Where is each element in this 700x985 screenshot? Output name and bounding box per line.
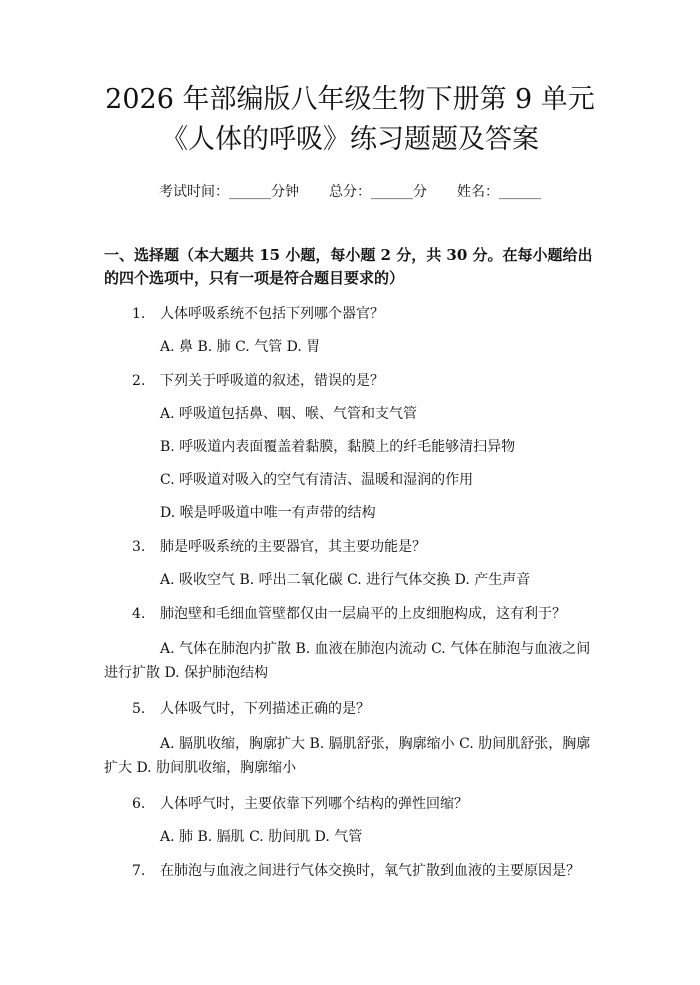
page-title: 2026 年部编版八年级生物下册第 9 单元《人体的呼吸》练习题题及答案: [105, 84, 595, 155]
question-number: 7.: [132, 863, 146, 879]
question-number: 5.: [132, 701, 146, 717]
question-2: [104, 371, 596, 391]
question-4: [104, 604, 596, 624]
exam-time: 考试时间：______分钟: [159, 184, 299, 200]
question-number: 2.: [132, 373, 146, 389]
question-5: [104, 699, 596, 719]
question-number: 3.: [132, 539, 146, 555]
question-text: 肺是呼吸系统的主要器官，其主要功能是？: [160, 539, 426, 555]
question-number: 1.: [132, 306, 146, 322]
question-4-options: A. 气体在肺泡内扩散 B. 血液在肺泡内流动 C. 气体在肺泡与血液之间进行扩散 D. 保护肺泡结构: [104, 641, 591, 681]
question-text: 下列关于呼吸道的叙述，错误的是？: [160, 373, 384, 389]
question-number: 6.: [132, 796, 146, 812]
question-2-option-c: C. 呼吸道对吸入的空气有清洁、温暖和湿润的作用: [160, 472, 474, 488]
question-6: [104, 794, 596, 814]
question-2-option-d: D. 喉是呼吸道中唯一有声带的结构: [160, 505, 376, 521]
exam-meta: [104, 182, 596, 202]
question-2-option-a: A. 呼吸道包括鼻、咽、喉、气管和支气管: [160, 406, 418, 422]
question-text: 在肺泡与血液之间进行气体交换时，氧气扩散到血液的主要原因是？: [160, 863, 580, 879]
section-heading: 一、选择题（本大题共 15 小题，每小题 2 分，共 30 分。在每小题给出的四个选项中，只有一项是符合题目要求的）: [104, 246, 593, 287]
question-text: 人体吸气时，下列描述正确的是？: [160, 701, 370, 717]
question-3: [104, 537, 596, 557]
question-5-options: A. 膈肌收缩，胸廓扩大 B. 膈肌舒张，胸廓缩小 C. 肋间肌舒张，胸廓扩大 D. 肋间肌收缩，胸廓缩小: [104, 736, 591, 776]
question-1-options: A. 鼻 B. 肺 C. 气管 D. 胃: [160, 339, 321, 355]
question-number: 4.: [132, 606, 146, 622]
question-6-options: A. 肺 B. 膈肌 C. 肋间肌 D. 气管: [160, 829, 363, 845]
question-text: 人体呼吸系统不包括下列哪个器官？: [160, 306, 384, 322]
document-page: [0, 80, 700, 985]
question-text: 肺泡壁和毛细血管壁都仅由一层扁平的上皮细胞构成，这有利于？: [160, 606, 566, 622]
question-2-option-b: B. 呼吸道内表面覆盖着黏膜，黏膜上的纤毛能够清扫异物: [160, 439, 516, 455]
question-1: [104, 304, 596, 324]
exam-name: 姓名：______: [457, 184, 541, 200]
question-text: 人体呼气时，主要依靠下列哪个结构的弹性回缩？: [160, 796, 468, 812]
question-7: [104, 861, 596, 881]
exam-score: 总分：______分: [329, 184, 427, 200]
question-3-options: A. 吸收空气 B. 呼出二氧化碳 C. 进行气体交换 D. 产生声音: [160, 572, 531, 588]
